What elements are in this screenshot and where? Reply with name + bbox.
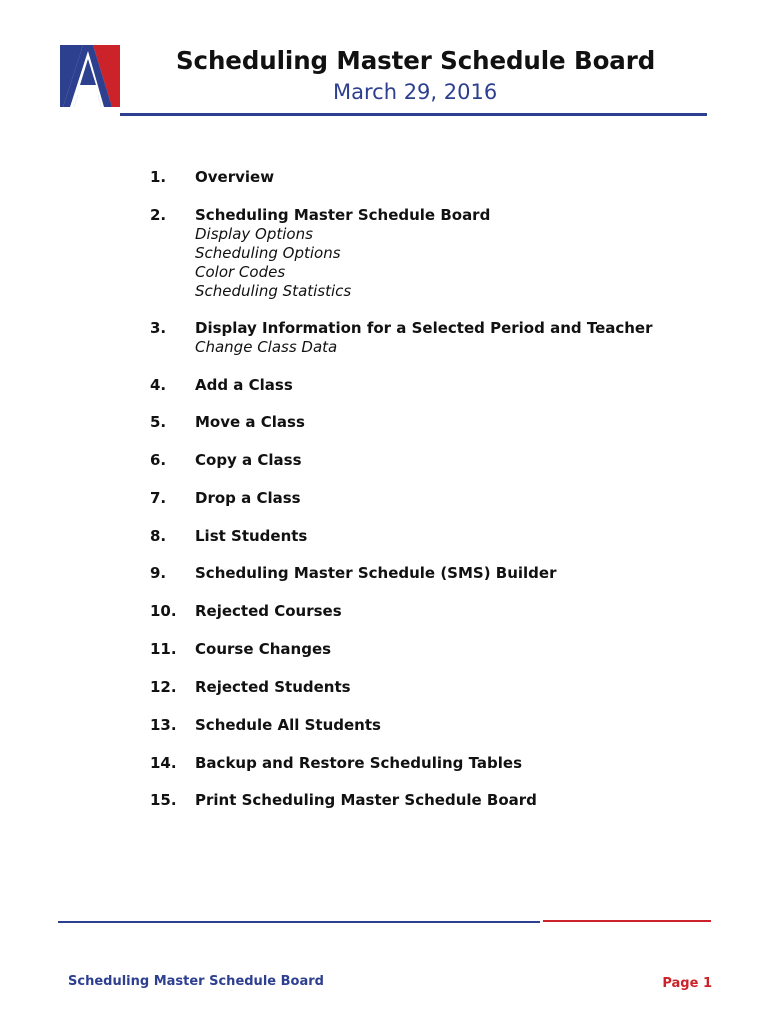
toc-entry-body	[195, 206, 730, 301]
toc-subentry[interactable]: Change Class Data	[195, 338, 338, 356]
toc-entry-number: 4.	[150, 376, 167, 394]
toc-subentry[interactable]: Display Options	[195, 225, 313, 243]
toc-entry-title[interactable]: Rejected Students	[195, 678, 351, 696]
toc-entry-number: 10.	[150, 602, 177, 620]
toc-entry-title[interactable]: List Students	[195, 527, 308, 545]
footer-page-number: Page 1	[662, 976, 712, 991]
toc-entry-number: 7.	[150, 489, 167, 507]
toc-entry-body	[195, 413, 730, 432]
header-divider	[120, 113, 707, 116]
toc-entry-number: 3.	[150, 319, 167, 337]
toc-entry-body	[195, 564, 730, 583]
toc-entry-body	[195, 451, 730, 470]
aeries-logo-icon	[60, 45, 120, 107]
toc-entry-number: 2.	[150, 206, 167, 224]
toc-entry-number: 6.	[150, 451, 167, 469]
toc-subentry[interactable]: Scheduling Statistics	[195, 282, 352, 300]
toc-entry-body	[195, 754, 730, 773]
toc-entry-body	[195, 678, 730, 697]
toc-entry-number: 14.	[150, 754, 177, 772]
toc-entry-title[interactable]: Scheduling Master Schedule (SMS) Builder	[195, 564, 557, 582]
toc-entry-title[interactable]: Scheduling Master Schedule Board	[195, 206, 491, 224]
toc-entry-title[interactable]: Backup and Restore Scheduling Tables	[195, 754, 523, 772]
toc-entry-title[interactable]: Schedule All Students	[195, 716, 381, 734]
footer-document-title: Scheduling Master Schedule Board	[68, 974, 324, 989]
toc-subentry[interactable]: Scheduling Options	[195, 244, 341, 262]
toc-entry-title[interactable]: Copy a Class	[195, 451, 302, 469]
toc-entry-body	[195, 168, 730, 187]
toc-subentry[interactable]: Color Codes	[195, 263, 286, 281]
toc-entry-body	[195, 319, 730, 357]
document-title: Scheduling Master Schedule Board	[176, 46, 656, 75]
toc-entry-number: 5.	[150, 413, 167, 431]
toc-entry-body	[195, 716, 730, 735]
toc-entry-number: 9.	[150, 564, 167, 582]
footer-divider-blue	[58, 921, 540, 923]
toc-entry-title[interactable]: Display Information for a Selected Period and Teacher	[195, 319, 653, 337]
toc-entry-number: 15.	[150, 791, 177, 809]
toc-entry-body	[195, 527, 730, 546]
toc-entry-number: 12.	[150, 678, 177, 696]
toc-entry-title[interactable]: Add a Class	[195, 376, 293, 394]
toc-entry-body	[195, 489, 730, 508]
toc-entry-number: 11.	[150, 640, 177, 658]
footer-divider-red	[543, 920, 711, 922]
toc-entry-body	[195, 602, 730, 621]
toc-entry-number: 1.	[150, 168, 167, 186]
toc-entry-title[interactable]: Overview	[195, 168, 275, 186]
toc-entry-title[interactable]: Drop a Class	[195, 489, 301, 507]
toc-entry-title[interactable]: Course Changes	[195, 640, 332, 658]
toc-entry-body	[195, 791, 730, 810]
toc-entry-body	[195, 640, 730, 659]
toc-entry-title[interactable]: Print Scheduling Master Schedule Board	[195, 791, 537, 809]
toc-entry-number: 13.	[150, 716, 177, 734]
document-date: March 29, 2016	[333, 80, 498, 104]
toc-entry-title[interactable]: Move a Class	[195, 413, 305, 431]
toc-entry-number: 8.	[150, 527, 167, 545]
toc-entry-body	[195, 376, 730, 395]
toc-entry-title[interactable]: Rejected Courses	[195, 602, 342, 620]
